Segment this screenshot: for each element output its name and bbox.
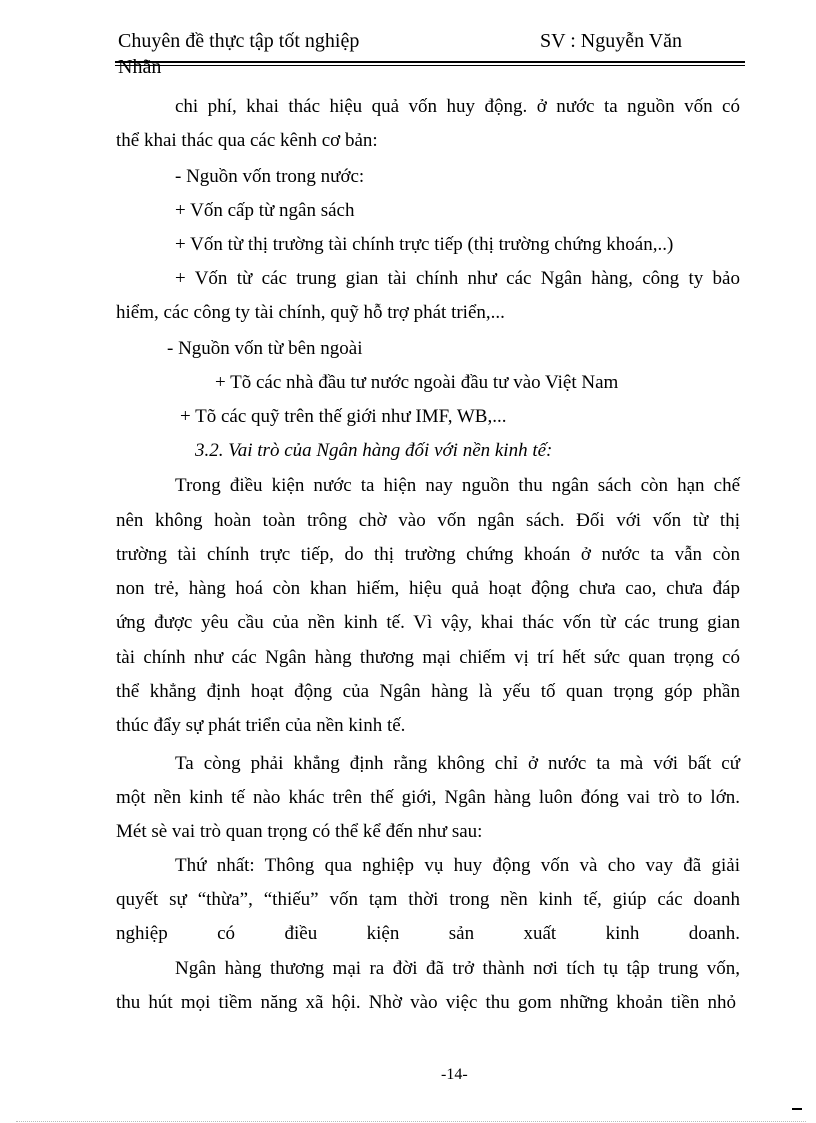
footer-dash (792, 1108, 802, 1110)
list-item: + Vốn cấp từ ngân sách (175, 200, 355, 221)
body-line: ứng được yêu cầu của nền kinh tế. Vì vậy, khai thác vốn từ các trung gian (116, 612, 740, 633)
body-line: Thứ nhất: Thông qua nghiệp vụ huy động vốn và cho vay đã giải (175, 855, 740, 876)
body-line: thu hút mọi tiềm năng xã hội. Nhờ vào việc thu gom những khoản tiền nhỏ (116, 992, 736, 1013)
header-title: Chuyên đề thực tập tốt nghiệp (118, 30, 360, 52)
header-rule (115, 61, 745, 63)
body-line: Ta còng phải khẳng định rằng không chỉ ở nước ta mà với bất cứ (175, 753, 740, 774)
body-line: trường tài chính trực tiếp, do thị trường chứng khoán ở nước ta vẫn còn (116, 544, 740, 565)
list-item: - Nguồn vốn trong nước: (175, 166, 365, 187)
body-line: thể khai thác qua các kênh cơ bản: (116, 130, 378, 151)
list-item: + Vốn từ các trung gian tài chính như các Ngân hàng, công ty bảo (175, 268, 740, 289)
body-line: thể khẳng định hoạt động của Ngân hàng là yếu tố quan trọng góp phần (116, 681, 740, 702)
body-line: thúc đẩy sự phát triển của nền kinh tế. (116, 715, 406, 736)
body-line: non trẻ, hàng hoá còn khan hiếm, hiệu quả hoạt động chưa cao, chưa đáp (116, 578, 740, 599)
list-item: - Nguồn vốn từ bên ngoài (167, 338, 363, 359)
list-item: + Tõ các nhà đầu tư nước ngoài đầu tư vào Việt Nam (215, 372, 619, 393)
body-line: tài chính như các Ngân hàng thương mại chiếm vị trí hết sức quan trọng có (116, 647, 740, 668)
list-item: + Vốn từ thị trường tài chính trực tiếp (thị trường chứng khoán,..) (175, 234, 674, 255)
body-line: chi phí, khai thác hiệu quả vốn huy động. ở nước ta nguồn vốn có (175, 96, 740, 117)
page-number: -14- (441, 1066, 468, 1083)
body-line: Mét sè vai trò quan trọng có thể kể đến như sau: (116, 821, 483, 842)
section-heading: 3.2. Vai trò của Ngân hàng đối với nền kinh tế: (195, 440, 553, 461)
page-boundary (16, 1121, 806, 1122)
body-line: Trong điều kiện nước ta hiện nay nguồn thu ngân sách còn hạn chế (175, 475, 740, 496)
header-author: SV : Nguyễn Văn (540, 30, 683, 52)
body-line: nên không hoàn toàn trông chờ vào vốn ngân sách. Đối với vốn từ thị (116, 510, 740, 531)
list-item: hiểm, các công ty tài chính, quỹ hỗ trợ phát triển,... (116, 302, 505, 323)
body-line: Ngân hàng thương mại ra đời đã trở thành nơi tích tụ tập trung vốn, (175, 958, 740, 979)
header-rule (115, 65, 745, 66)
body-line: một nền kinh tế nào khác trên thế giới, Ngân hàng luôn đóng vai trò to lớn. (116, 787, 740, 808)
body-line: nghiệp có điều kiện sản xuất kinh doanh. (116, 923, 740, 944)
header-author-overflow: Nhãn (118, 56, 162, 78)
body-line: quyết sự “thừa”, “thiếu” vốn tạm thời trong nền kinh tế, giúp các doanh (116, 889, 740, 910)
list-item: + Tõ các quỹ trên thế giới như IMF, WB,... (180, 406, 507, 427)
